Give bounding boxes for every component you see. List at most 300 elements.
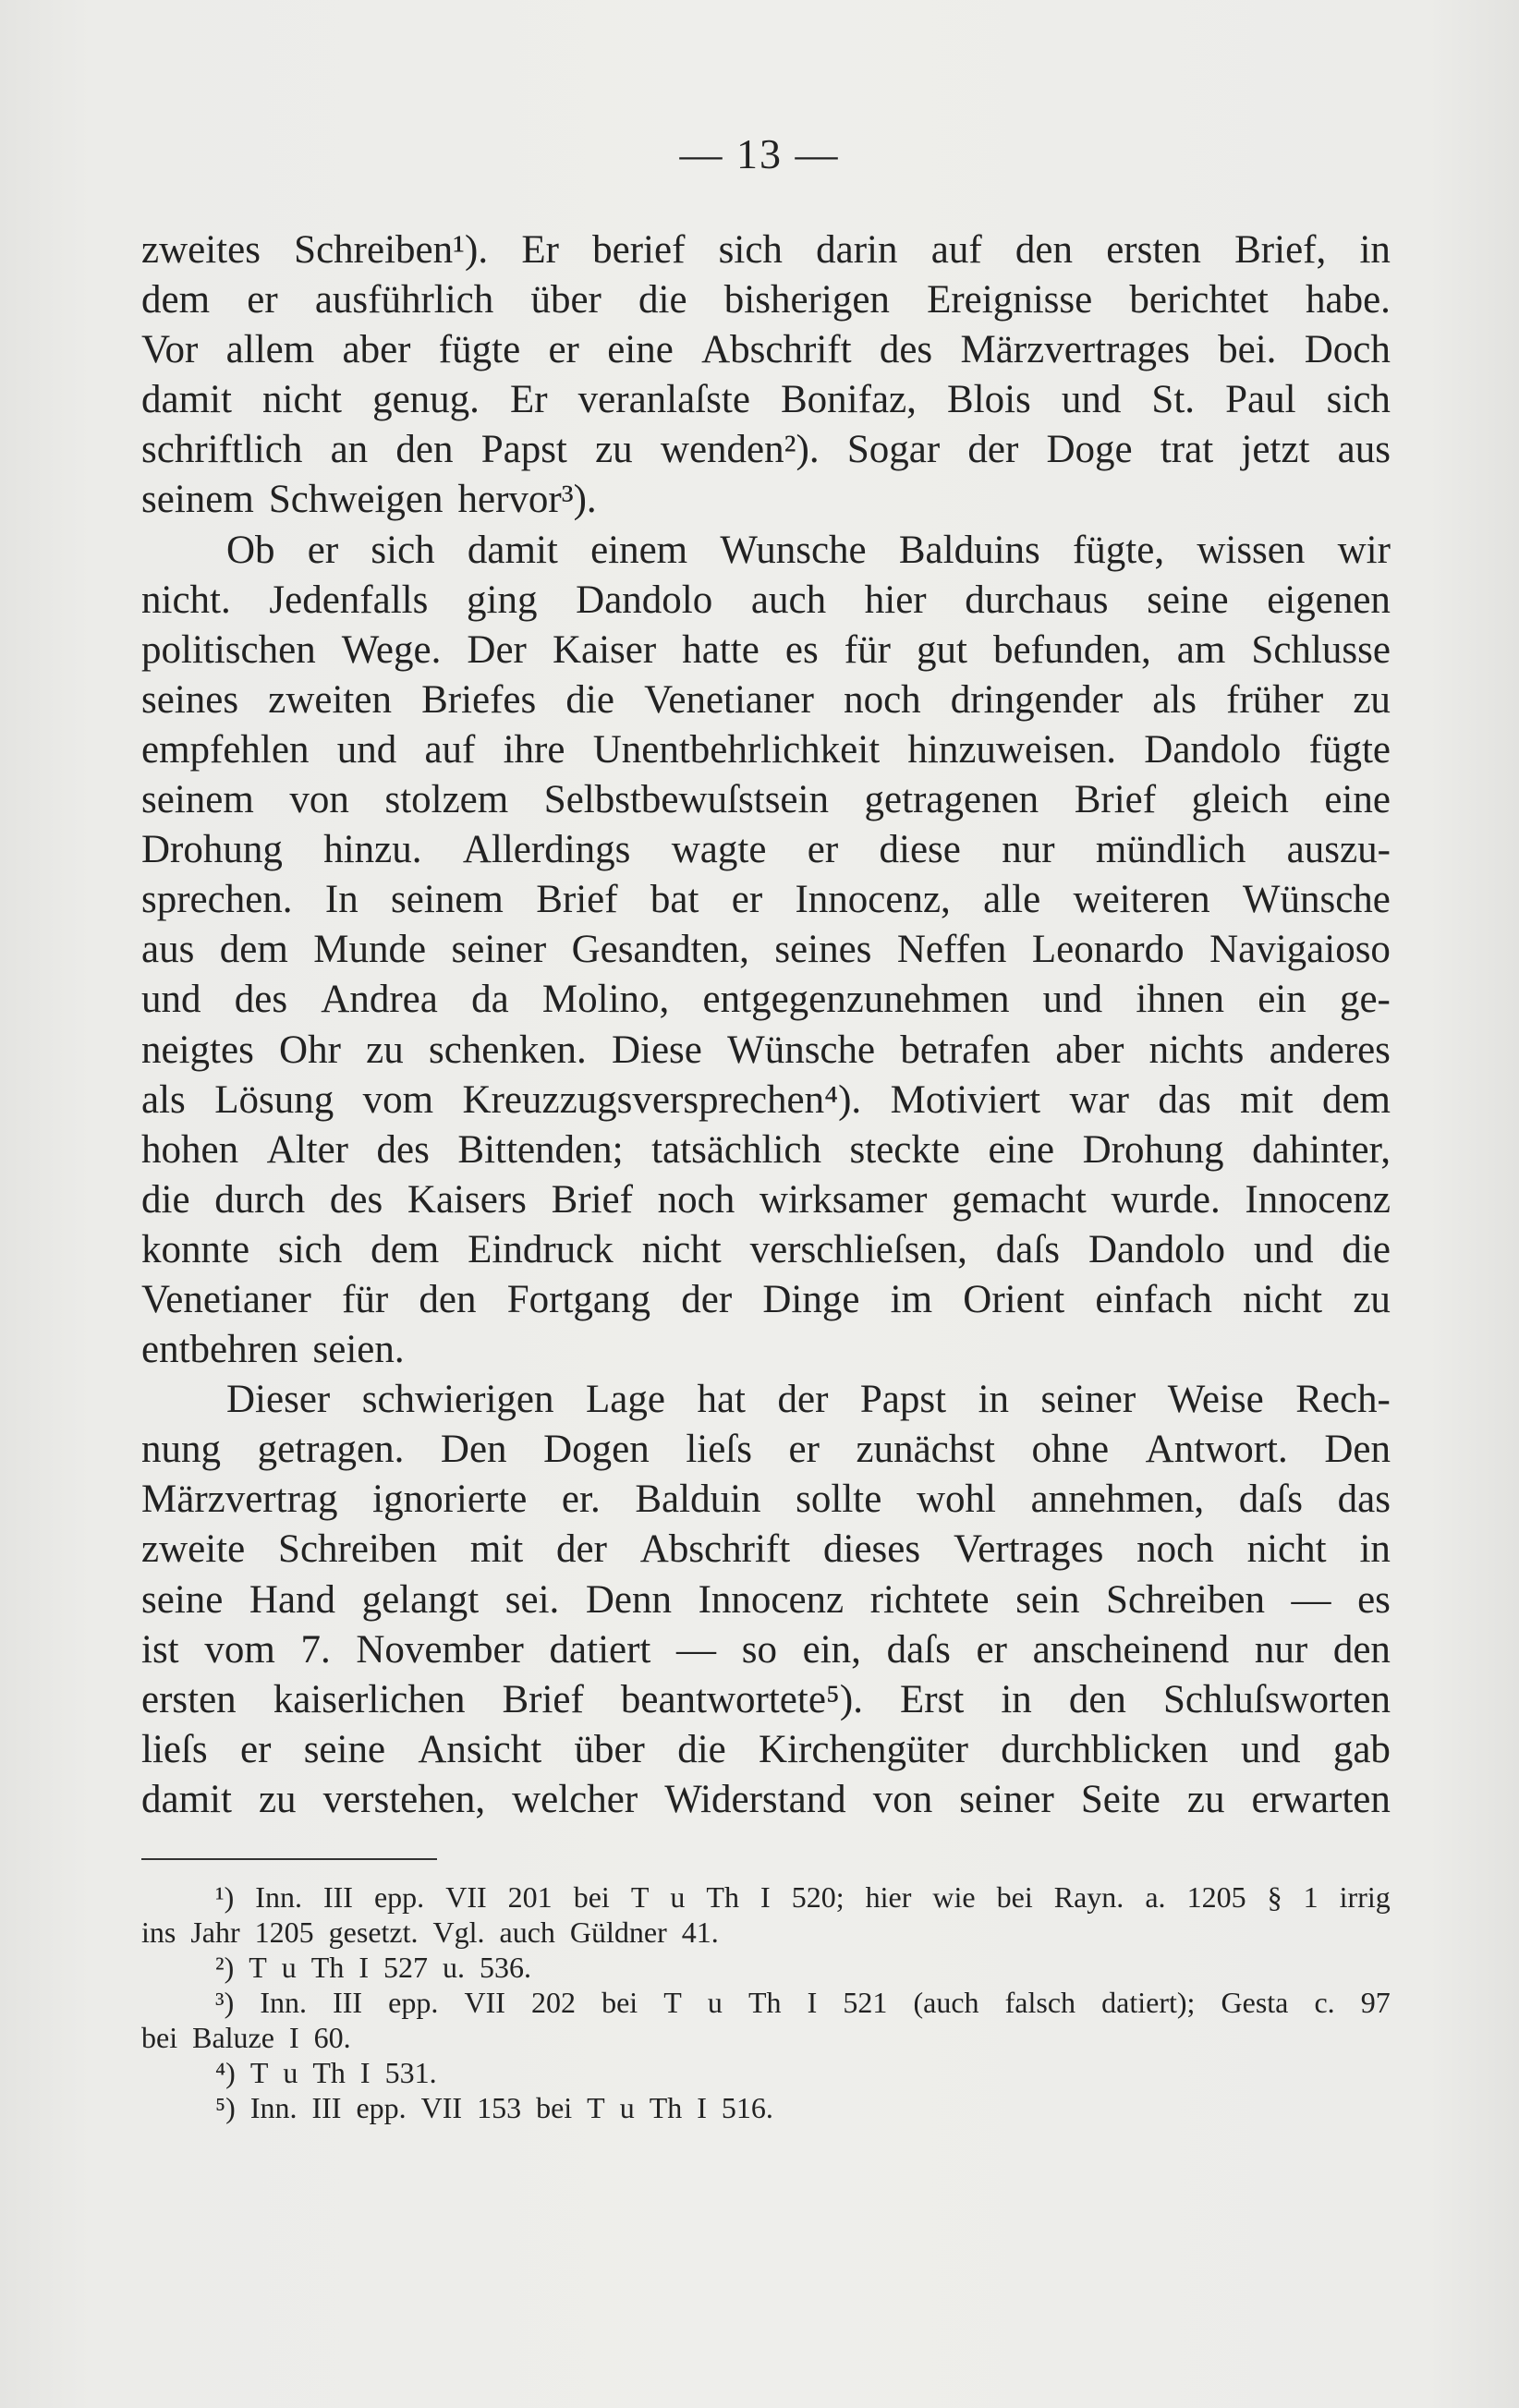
word: sein [1015, 1577, 1080, 1622]
word: die [677, 1727, 726, 1771]
word: auch [499, 1915, 555, 1949]
text-line [141, 1625, 1391, 1675]
text-line [141, 1175, 1391, 1225]
word: Wünsche [727, 1028, 876, 1072]
word: ersten [141, 1677, 237, 1721]
word: III [322, 1880, 353, 1914]
word: annehmen, [1030, 1478, 1205, 1522]
word: Seite [1080, 1777, 1161, 1821]
word: bei [573, 1880, 610, 1914]
word: gab [1332, 1727, 1391, 1771]
word: 536. [480, 1951, 531, 1984]
footnote-line [141, 1950, 1391, 1985]
word: nung [141, 1428, 221, 1472]
word: Lösung [214, 1077, 334, 1122]
word: die [1342, 1227, 1391, 1271]
word: durchblicken [1001, 1727, 1209, 1771]
word: Vertrages [953, 1527, 1104, 1572]
word: einem [590, 528, 688, 572]
word: der [967, 428, 1019, 472]
word: I [807, 1986, 818, 2019]
word: zweites [141, 228, 261, 272]
footnotes [141, 1879, 1391, 2125]
word: auch [750, 578, 827, 622]
word: Molino, [541, 978, 670, 1022]
word: er [247, 278, 278, 322]
word: epp. [373, 1880, 425, 1914]
word: 1 [1303, 1880, 1318, 1914]
word: richtete [869, 1577, 990, 1622]
word: auszu- [1286, 828, 1391, 872]
word: Alter [266, 1127, 348, 1172]
word: u. [443, 1951, 465, 1984]
word: lieſs [141, 1727, 208, 1771]
word: dieses [823, 1527, 921, 1572]
text-line [141, 1375, 1391, 1425]
word: 527 [383, 1951, 428, 1984]
word: konnte [141, 1227, 250, 1271]
word: durch [214, 1177, 306, 1222]
word: Dandolo [1144, 727, 1282, 772]
word: befunden, [992, 627, 1151, 672]
word: Motiviert [890, 1077, 1041, 1122]
word: dahinter, [1252, 1127, 1391, 1172]
word: 202 [530, 1986, 576, 2019]
text-line [141, 925, 1391, 975]
word: kaiserlichen [273, 1677, 466, 1721]
word: genug. [372, 378, 480, 422]
word: aber [342, 328, 411, 372]
word: entbehren [141, 1328, 298, 1372]
word: da [471, 978, 509, 1022]
word: als [1152, 677, 1197, 722]
word: bei [602, 1986, 638, 2019]
word: des [376, 1127, 430, 1172]
word: — [1291, 1577, 1331, 1622]
word: Kreuzzugsversprechen⁴). [462, 1077, 862, 1122]
word: Schlusse [1251, 627, 1391, 672]
word: III [311, 2091, 342, 2124]
word: Bonifaz, [781, 378, 917, 422]
word: früher [1226, 677, 1324, 722]
word: nur [1254, 1627, 1308, 1672]
word: aus [141, 928, 195, 972]
word: Schweigen [268, 478, 444, 522]
word: seinem [141, 778, 254, 822]
word: aus [1337, 428, 1391, 472]
word: fügte, [1072, 528, 1165, 572]
word: zweiten [268, 677, 392, 722]
word: es [784, 627, 819, 672]
word: Abschrift [701, 328, 852, 372]
word: in [1001, 1677, 1032, 1721]
word: des [329, 1177, 383, 1222]
word: Papst [480, 428, 567, 472]
word: T [663, 1986, 682, 2019]
word: den [419, 1277, 477, 1321]
word: Brief [536, 878, 618, 922]
word: Ohr [279, 1028, 341, 1072]
word: Papst [859, 1378, 947, 1422]
text-line [141, 1475, 1391, 1525]
word: hinzuweisen. [907, 727, 1117, 772]
word: zunächst [856, 1428, 995, 1472]
word: Märzvertrag [141, 1478, 338, 1522]
word: Dinge [762, 1277, 860, 1321]
word: des [234, 978, 288, 1022]
word: er [807, 828, 839, 872]
word: Inn. [260, 1986, 307, 2019]
word: ins [141, 1915, 176, 1949]
word: Neffen [896, 928, 1007, 972]
word: Widerstand [664, 1777, 846, 1821]
word: noch [1136, 1527, 1214, 1572]
word: 7. [300, 1627, 331, 1672]
word: Th [706, 1880, 739, 1914]
word: gleich [1191, 778, 1289, 822]
word: mit [469, 1527, 524, 1572]
word: beantwortete⁵). [620, 1677, 863, 1721]
word: Antwort. [1145, 1428, 1288, 1472]
word: fügte [1308, 727, 1391, 772]
word: ging [467, 578, 538, 622]
word: Innocenz [698, 1577, 845, 1622]
word: und [1253, 1227, 1314, 1271]
word: hier [865, 1880, 912, 1914]
word: 520; [791, 1880, 845, 1914]
word: dringender [950, 677, 1124, 722]
footnote-line [141, 2020, 1391, 2055]
word: Sogar [846, 428, 941, 472]
word: Navigaioso [1209, 928, 1391, 972]
word: die [638, 278, 687, 322]
text-line [141, 275, 1391, 325]
word: tatsächlich [651, 1127, 821, 1172]
word: nicht [262, 378, 342, 422]
word: es [1357, 1577, 1391, 1622]
word: zweite [141, 1527, 246, 1572]
word: Den [1324, 1428, 1391, 1472]
word: vom [204, 1627, 275, 1672]
word: nicht [1243, 1277, 1323, 1321]
word: VII [445, 1880, 487, 1914]
word: mit [1240, 1077, 1294, 1122]
word: I [358, 1951, 369, 1984]
word: habe. [1306, 278, 1391, 322]
word: Andrea [321, 978, 438, 1022]
word: ²) [215, 1951, 235, 1984]
word: 516. [721, 2091, 773, 2124]
word: u [283, 2056, 298, 2089]
word: stolzem [384, 778, 509, 822]
text-line [141, 1125, 1391, 1175]
word: an [330, 428, 369, 472]
footnote-line [141, 2090, 1391, 2125]
word: Brief [502, 1677, 584, 1721]
word: einfach [1095, 1277, 1212, 1321]
word: anderes [1269, 1028, 1391, 1072]
word: das [1158, 1077, 1211, 1122]
word: Schluſsworten [1162, 1677, 1391, 1721]
word: ist [141, 1627, 179, 1672]
word: eine [1324, 778, 1391, 822]
word: datiert [549, 1627, 651, 1672]
word: Innocenz, [795, 878, 951, 922]
word: Paul [1225, 378, 1296, 422]
text-line [141, 225, 1391, 275]
word: Fortgang [506, 1277, 651, 1321]
word: eine [988, 1127, 1055, 1172]
word: Brief [1074, 778, 1157, 822]
word: alle [983, 878, 1041, 922]
word: Innocenz [1245, 1177, 1391, 1222]
word: bisherigen [723, 278, 890, 322]
text-line [141, 1076, 1391, 1125]
word: für [844, 627, 891, 672]
word: durchaus [965, 578, 1109, 622]
word: VII [464, 1986, 505, 2019]
word: Dandolo [576, 578, 713, 622]
word: trat [1160, 428, 1214, 472]
word: das [1337, 1478, 1391, 1522]
text-line [141, 975, 1391, 1025]
word: Unentbehrlichkeit [592, 727, 881, 772]
word: war [1069, 1077, 1129, 1122]
text-line [141, 475, 1391, 525]
word: Güldner [569, 1915, 667, 1949]
word: ⁵) [215, 2091, 236, 2124]
word: wohl [916, 1478, 996, 1522]
word: neigtes [141, 1028, 254, 1072]
word: sich [371, 528, 435, 572]
word: Ereignisse [927, 278, 1093, 322]
word: und [1061, 378, 1122, 422]
word: ausführlich [314, 278, 494, 322]
word: daſs [995, 1227, 1061, 1271]
word: Allerdings [462, 828, 631, 872]
word: sich [1326, 378, 1391, 422]
word: so [741, 1627, 777, 1672]
word: 1205 [1186, 1880, 1246, 1914]
footnote-divider [141, 1858, 437, 1860]
word: veranlaſste [577, 378, 750, 422]
word: die [141, 1177, 190, 1222]
word: darin [816, 228, 898, 272]
word: Doge [1046, 428, 1133, 472]
word: im [890, 1277, 933, 1321]
text-line [141, 1525, 1391, 1575]
word: Bittenden; [457, 1127, 624, 1172]
word: weiteren [1073, 878, 1210, 922]
text-line [141, 425, 1391, 475]
word: empfehlen [141, 727, 310, 772]
word: er [788, 1428, 820, 1472]
word: I [697, 2091, 707, 2124]
word: zu [1353, 1277, 1391, 1321]
word: zu [366, 1028, 404, 1072]
word: dem [141, 278, 211, 322]
word: 1205 [254, 1915, 314, 1949]
word: hinzu. [323, 828, 422, 872]
word: Schreiben [278, 1527, 437, 1572]
text-line [141, 375, 1391, 425]
word: von [872, 1777, 933, 1821]
word: welcher [512, 1777, 638, 1821]
word: Wege. [341, 627, 442, 672]
word: den [1068, 1677, 1126, 1721]
word: gemacht [952, 1177, 1087, 1222]
word: Den [440, 1428, 507, 1472]
word: des [879, 328, 933, 372]
word: Jahr [190, 1915, 240, 1949]
word: steckte [849, 1127, 960, 1172]
word: wirksamer [759, 1177, 928, 1222]
word: falsch [1004, 1986, 1076, 2019]
word: seinem [391, 878, 504, 922]
word: lieſs [686, 1428, 752, 1472]
word: Kirchengüter [759, 1727, 968, 1771]
text-line [141, 1775, 1391, 1825]
word: auf [930, 228, 982, 272]
word: in [1359, 228, 1391, 272]
word: jetzt [1241, 428, 1310, 472]
word: Rech- [1295, 1378, 1391, 1422]
word: Doch [1304, 328, 1391, 372]
word: aber [1055, 1028, 1124, 1072]
word: gelangt [361, 1577, 480, 1622]
word: und [1241, 1727, 1301, 1771]
word: fügte [438, 328, 521, 372]
word: Kaiser [552, 627, 657, 672]
word: nur [1002, 828, 1055, 872]
word: seiner [451, 928, 547, 972]
word: T [587, 2091, 605, 2124]
text-line [141, 1675, 1391, 1725]
word: Weise [1167, 1378, 1264, 1422]
word: wagte [671, 828, 767, 872]
word: gesetzt. [328, 1915, 419, 1949]
word: damit [141, 378, 232, 422]
word: Er [510, 378, 548, 422]
word: u [670, 1880, 686, 1914]
word: daſs [886, 1627, 951, 1672]
footnote-line [141, 1985, 1391, 2020]
word: a. [1145, 1880, 1166, 1914]
word: er [976, 1627, 1007, 1672]
word: 153 [477, 2091, 522, 2124]
word: epp. [388, 1986, 439, 2019]
word: in [1359, 1527, 1391, 1572]
word: und [1042, 978, 1103, 1022]
word: und [336, 727, 397, 772]
word: Leonardo [1031, 928, 1185, 972]
word: Eindruck [468, 1227, 614, 1271]
word: sich [277, 1227, 343, 1271]
word: er [239, 1727, 272, 1771]
word: T [249, 1951, 267, 1984]
word: Balduins [898, 528, 1040, 572]
word: die [565, 677, 614, 722]
word: seiner [1040, 1378, 1136, 1422]
word: wenden²). [660, 428, 820, 472]
word: ein, [802, 1627, 861, 1672]
word: Drohung [1082, 1127, 1224, 1172]
word: Th [310, 1951, 345, 1984]
word: (auch [913, 1986, 979, 2019]
word: Blois [946, 378, 1031, 422]
text-line [141, 626, 1391, 675]
word: gut [916, 627, 967, 672]
word: wissen [1197, 528, 1306, 572]
text-line [141, 1225, 1391, 1275]
text-line [141, 825, 1391, 875]
word: Balduin [635, 1478, 761, 1522]
text-line [141, 725, 1391, 775]
word: ein [1258, 978, 1306, 1022]
text-line [141, 1275, 1391, 1325]
word: 41. [681, 1915, 719, 1949]
word: Th [312, 2056, 346, 2089]
word: über [574, 1727, 645, 1771]
word: der [777, 1378, 829, 1422]
word: politischen [141, 627, 316, 672]
word: § [1267, 1880, 1282, 1914]
word: seine [303, 1727, 386, 1771]
word: der [556, 1527, 607, 1572]
word: hohen [141, 1127, 239, 1172]
word: hier [864, 578, 927, 622]
word: Denn [585, 1577, 672, 1622]
word: Ansicht [418, 1727, 542, 1771]
word: ⁴) [215, 2056, 236, 2089]
word: sollte [796, 1478, 882, 1522]
word: sprechen. [141, 878, 293, 922]
text-line [141, 775, 1391, 825]
word: den [395, 428, 454, 472]
word: zu [258, 1777, 297, 1821]
word: hatte [682, 627, 760, 672]
word: dem [371, 1227, 440, 1271]
word: Erst [900, 1677, 965, 1721]
word: wurde. [1111, 1177, 1221, 1222]
word: Gesta [1221, 1986, 1289, 2019]
word: als [141, 1077, 186, 1122]
word: Briefes [421, 677, 537, 722]
word: sei. [504, 1577, 560, 1622]
word: epp. [356, 2091, 407, 2124]
word: von [289, 778, 349, 822]
word: Wunsche [720, 528, 867, 572]
word: seinem [141, 478, 254, 522]
word: schenken. [428, 1028, 587, 1072]
word: Wünsche [1242, 878, 1391, 922]
word: nicht [1246, 1527, 1327, 1572]
word: in [978, 1378, 1010, 1422]
word: u [619, 2091, 635, 2124]
word: 60. [313, 2021, 351, 2054]
word: Abschrift [639, 1527, 791, 1572]
word: ohne [1031, 1428, 1110, 1472]
word: er [731, 878, 763, 922]
word: bei [536, 2091, 573, 2124]
word: Orient [963, 1277, 1065, 1321]
word: 97 [1360, 1986, 1391, 2019]
word: ¹) [215, 1880, 235, 1914]
footnote-line [141, 1915, 1391, 1950]
word: u [707, 1986, 723, 2019]
text-line [141, 526, 1391, 576]
word: eigenen [1267, 578, 1391, 622]
